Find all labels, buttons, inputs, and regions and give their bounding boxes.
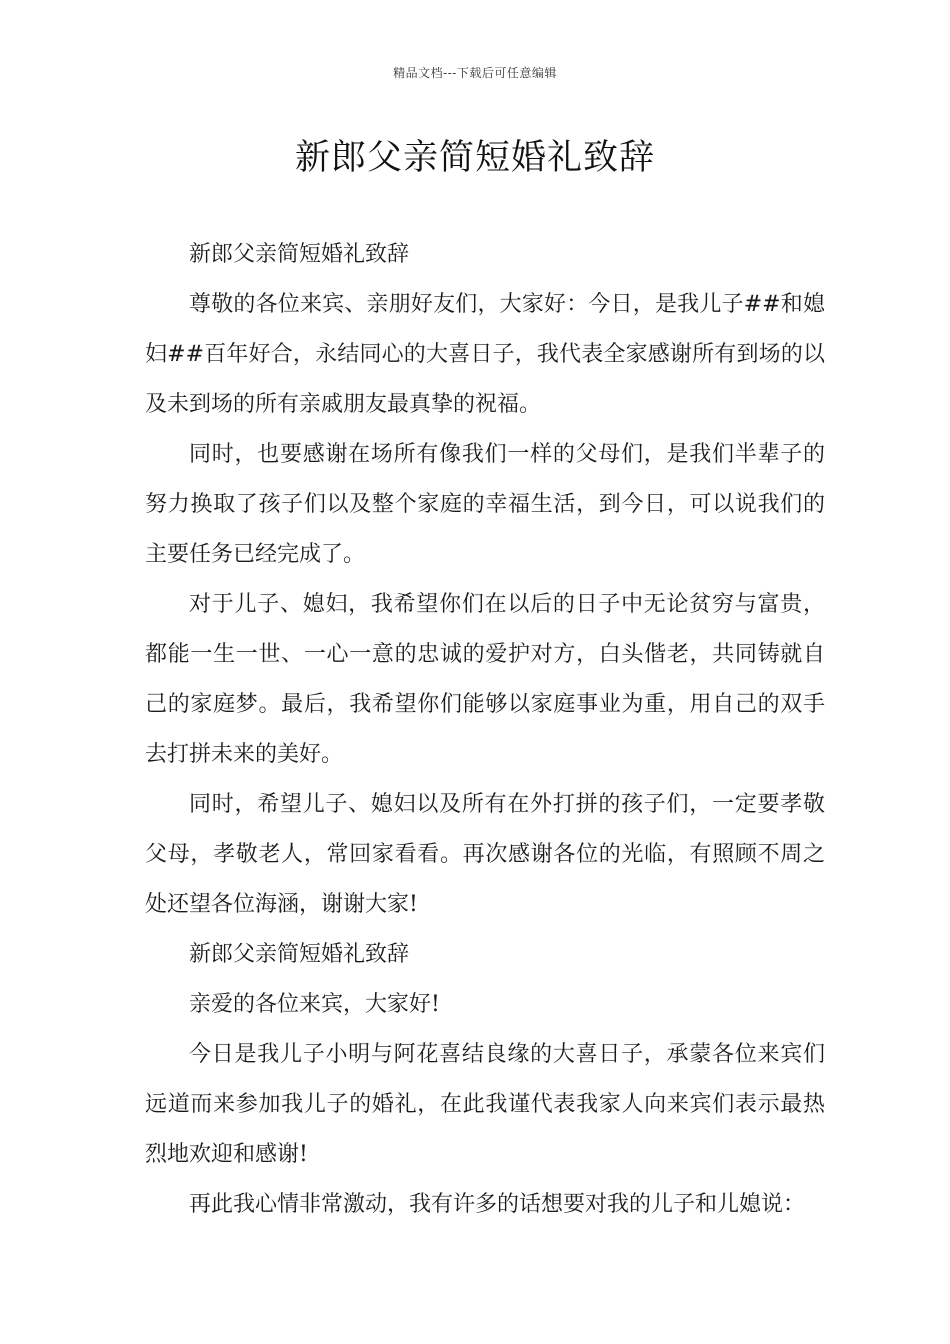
header-note: 精品文档---下载后可任意编辑 bbox=[393, 66, 557, 80]
paragraph: 尊敬的各位来宾、亲朋好友们，大家好：今日，是我儿子##和媳妇##百年好合，永结同心的大喜日子，我代表全家感谢所有到场的以及未到场的所有亲戚朋友最真挚的祝福。 bbox=[145, 292, 825, 417]
paragraph: 同时，希望儿子、媳妇以及所有在外打拼的孩子们，一定要孝敬父母，孝敬老人，常回家看看。再次感谢各位的光临，有照顾不周之处还望各位海涵，谢谢大家! bbox=[145, 792, 825, 917]
paragraph: 对于儿子、媳妇，我希望你们在以后的日子中无论贫穷与富贵，都能一生一世、一心一意的忠诚的爱护对方，白头偕老，共同铸就自己的家庭梦。最后，我希望你们能够以家庭事业为重，用自己的双手去打拼未来的美好。 bbox=[145, 592, 825, 767]
paragraph: 新郎父亲简短婚礼致辞 bbox=[189, 242, 410, 267]
paragraph: 新郎父亲简短婚礼致辞 bbox=[189, 942, 410, 967]
paragraph: 今日是我儿子小明与阿花喜结良缘的大喜日子，承蒙各位来宾们远道而来参加我儿子的婚礼，在此我谨代表我家人向来宾们表示最热烈地欢迎和感谢! bbox=[145, 1042, 825, 1167]
paragraph: 同时，也要感谢在场所有像我们一样的父母们，是我们半辈子的努力换取了孩子们以及整个家庭的幸福生活，到今日，可以说我们的主要任务已经完成了。 bbox=[145, 442, 825, 567]
document-title: 新郎父亲简短婚礼致辞 bbox=[294, 138, 655, 178]
document-body bbox=[145, 230, 825, 1230]
paragraph: 再此我心情非常激动，我有许多的话想要对我的儿子和儿媳说： bbox=[189, 1192, 806, 1217]
paragraph: 亲爱的各位来宾，大家好! bbox=[189, 992, 440, 1017]
